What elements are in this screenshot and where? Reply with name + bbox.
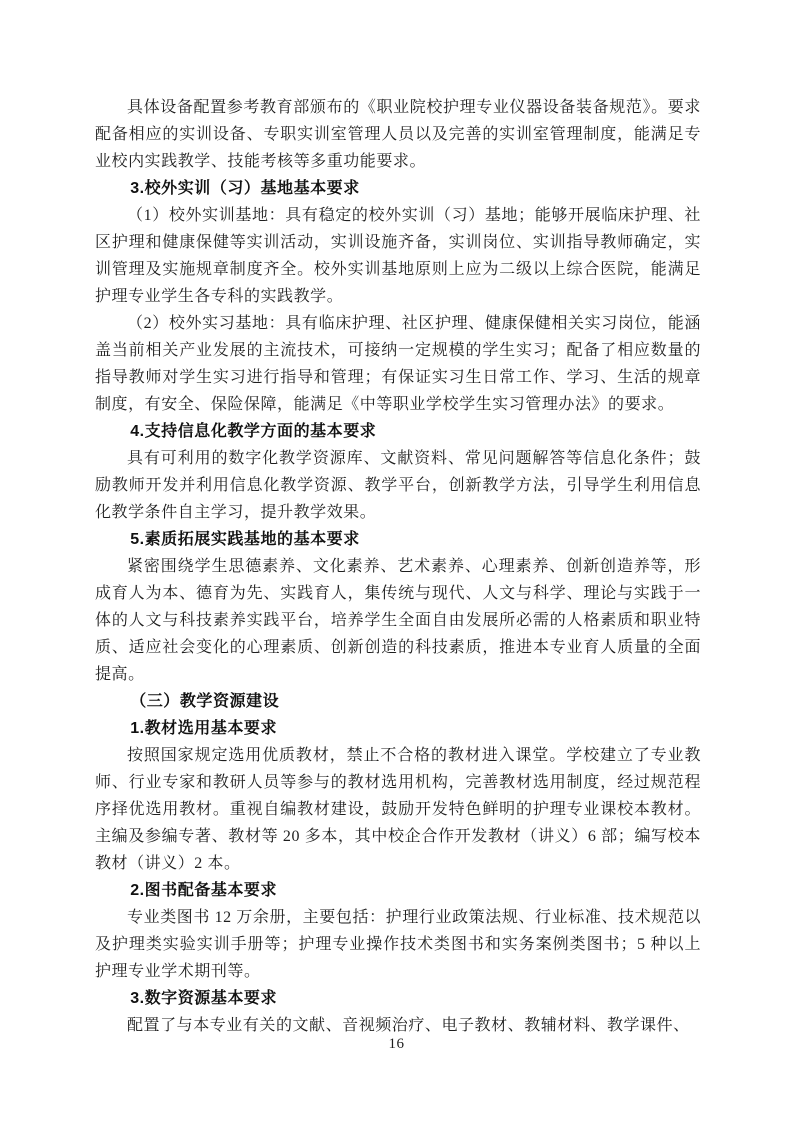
section-heading: （三）教学资源建设	[130, 693, 280, 710]
section-heading: 3.数字资源基本要求	[130, 990, 278, 1007]
body-paragraph: 紧密围绕学生思德素养、文化素养、艺术素养、心理素养、创新创造养等，形成育人为本、德育为先、实践育人，集传统与现代、人文与科学、理论与实践于一体的人文与科技素养实践平台，培养学生全面自由发展所必需的人格素质和职业特质、适应社会变化的心理素质、创新创造的科技素质，推进本专业育人质量的全面提高。	[95, 558, 701, 683]
section-heading: 1.教材选用基本要求	[130, 720, 278, 737]
section-heading: 4.支持信息化教学方面的基本要求	[130, 423, 377, 440]
section-heading: 2.图书配备基本要求	[130, 882, 278, 899]
body-paragraph: （1）校外实训基地：具有稳定的校外实训（习）基地；能够开展临床护理、社区护理和健康保健等实训活动，实训设施齐备，实训岗位、实训指导教师确定，实训管理及实施规章制度齐全。校外实训基地原则上应为二级以上综合医院，能满足护理专业学生各专科的实践教学。	[95, 207, 701, 305]
body-paragraph: 具有可利用的数字化教学资源库、文献资料、常见问题解答等信息化条件；鼓励教师开发并利用信息化教学资源、教学平台，创新教学方法，引导学生利用信息化教学条件自主学习，提升教学效果。	[95, 450, 701, 521]
body-paragraph: 具体设备配置参考教育部颁布的《职业院校护理专业仪器设备装备规范》。要求配备相应的实训设备、专职实训室管理人员以及完善的实训室管理制度，能满足专业校内实践教学、技能考核等多重功能要求。	[95, 99, 701, 170]
body-paragraph: 专业类图书 12 万余册，主要包括：护理行业政策法规、行业标准、技术规范以及护理类实验实训手册等；护理专业操作技术类图书和实务案例类图书；5 种以上护理专业学术期刊等。	[95, 909, 701, 980]
body-paragraph: （2）校外实习基地：具有临床护理、社区护理、健康保健相关实习岗位，能涵盖当前相关产业发展的主流技术，可接纳一定规模的学生实习；配备了相应数量的指导教师对学生实习进行指导和管理；有保证实习生日常工作、学习、生活的规章制度，有安全、保险保障，能满足《中等职业学校学生实习管理办法》的要求。	[95, 315, 701, 413]
body-paragraph: 按照国家规定选用优质教材，禁止不合格的教材进入课堂。学校建立了专业教师、行业专家和教研人员等参与的教材选用机构，完善教材选用制度，经过规范程序择优选用教材。重视自编教材建设，鼓励开发特色鲜明的护理专业课校本教材。主编及参编专著、教材等 20 多本，其中校企合作开发教材（讲义）6 部；编写校本教材（讲义）2 本。	[95, 747, 701, 872]
page-number: 16	[388, 1036, 405, 1052]
document-body	[95, 94, 701, 1039]
body-paragraph: 配置了与本专业有关的文献、音视频治疗、电子教材、教辅材料、教学课件、	[127, 1017, 690, 1034]
section-heading: 5.素质拓展实践基地的基本要求	[130, 531, 360, 548]
section-heading: 3.校外实训（习）基地基本要求	[130, 180, 360, 197]
